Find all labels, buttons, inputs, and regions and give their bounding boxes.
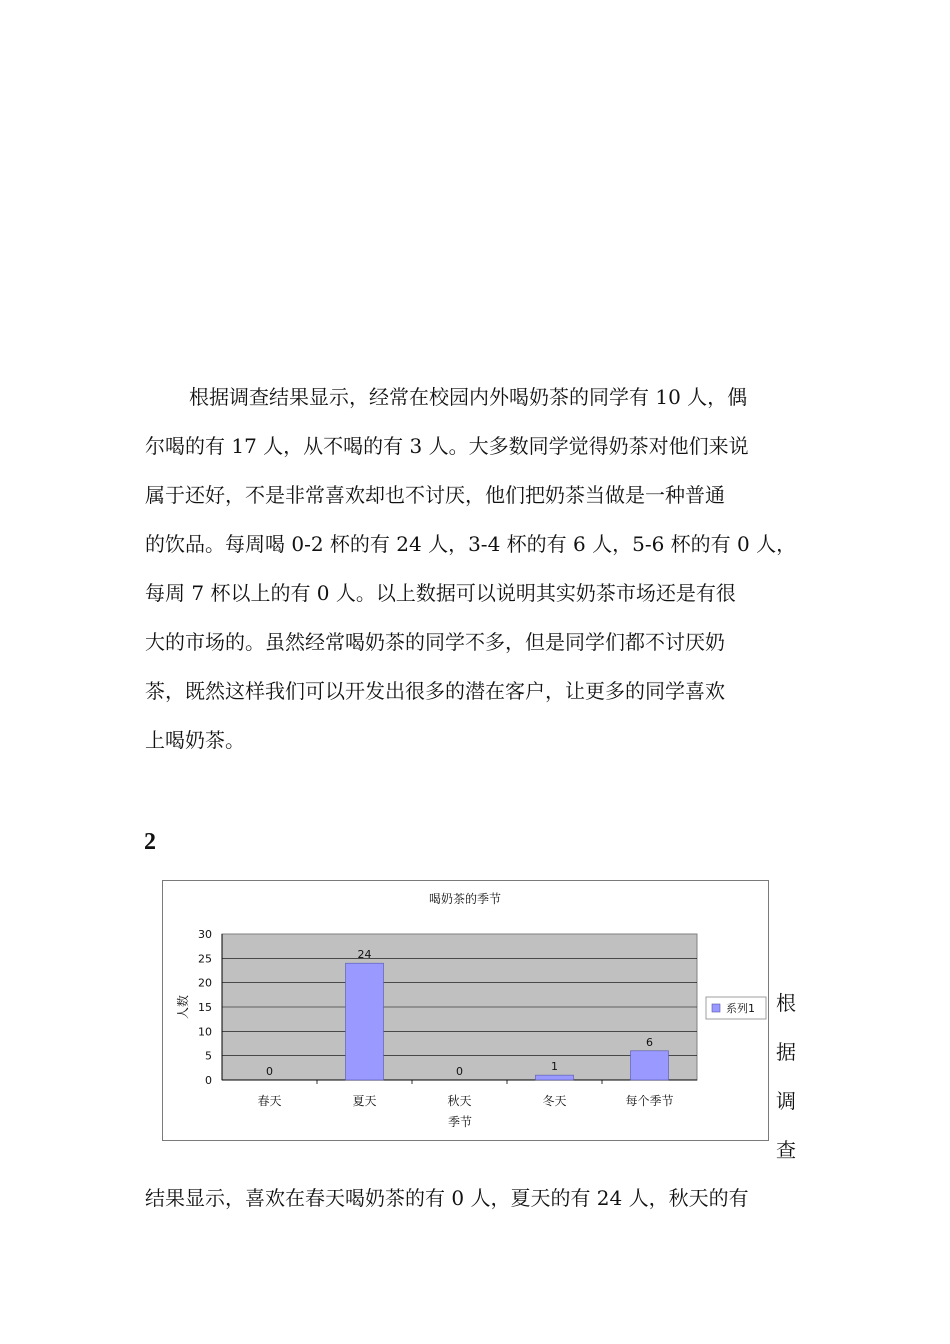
- bar: [631, 1051, 669, 1080]
- y-tick-label: 0: [205, 1074, 212, 1087]
- x-tick-label: 春天: [257, 1094, 282, 1108]
- x-axis-label: 季节: [447, 1115, 473, 1129]
- side-char: 调: [776, 1089, 796, 1113]
- paragraph-line: 上喝奶茶。: [145, 728, 245, 752]
- side-char: 据: [776, 1040, 796, 1064]
- x-tick-label: 秋天: [447, 1094, 472, 1108]
- bar: [536, 1075, 574, 1080]
- wrapped-side-text: [776, 979, 806, 1175]
- side-char: 根: [776, 991, 796, 1015]
- y-tick-label: 25: [198, 952, 212, 966]
- chart-title: 喝奶茶的季节: [428, 892, 502, 906]
- legend-swatch: [712, 1004, 720, 1012]
- y-tick-label: 5: [205, 1049, 212, 1063]
- data-label: 6: [646, 1035, 653, 1049]
- paragraph-line: 结果显示，喜欢在春天喝奶茶的有 0 人，夏天的有 24 人，秋天的有: [145, 1186, 749, 1210]
- data-label: 24: [357, 948, 372, 962]
- paragraph-line: 茶，既然这样我们可以开发出很多的潜在客户，让更多的同学喜欢: [145, 679, 725, 703]
- y-tick-label: 10: [198, 1025, 212, 1039]
- chart-canvas: [163, 881, 768, 1140]
- x-tick-label: 冬天: [542, 1094, 567, 1108]
- data-label: 0: [456, 1065, 463, 1078]
- side-char: 查: [776, 1138, 796, 1162]
- section-number: 2: [144, 829, 156, 855]
- data-label: 0: [266, 1065, 273, 1078]
- paragraph-line: 大的市场的。虽然经常喝奶茶的同学不多，但是同学们都不讨厌奶: [145, 630, 725, 654]
- y-tick-label: 15: [198, 1001, 212, 1014]
- y-axis-label: 人数: [176, 994, 190, 1020]
- paragraph-line: 属于还好，不是非常喜欢却也不讨厌，他们把奶茶当做是一种普通: [145, 483, 725, 507]
- paragraph-line: 尔喝的有 17 人，从不喝的有 3 人。大多数同学觉得奶茶对他们来说: [145, 434, 749, 458]
- bar: [346, 963, 384, 1080]
- paragraph-line: 的饮品。每周喝 0-2 杯的有 24 人，3-4 杯的有 6 人，5-6 杯的有 0 人，: [145, 532, 797, 556]
- x-tick-label: 夏天: [352, 1094, 377, 1108]
- y-tick-label: 30: [198, 928, 212, 941]
- x-tick-label: 每个季节: [625, 1094, 674, 1108]
- y-tick-label: 20: [198, 976, 212, 990]
- paragraph-line: 每周 7 杯以上的有 0 人。以上数据可以说明其实奶茶市场还是有很: [145, 581, 736, 605]
- legend-label: 系列1: [726, 1002, 755, 1015]
- paragraph-line: 根据调查结果显示，经常在校园内外喝奶茶的同学有 10 人，偶: [189, 385, 748, 409]
- data-label: 1: [551, 1060, 558, 1074]
- season-bar-chart: [162, 880, 769, 1141]
- body-paragraph: [145, 373, 835, 765]
